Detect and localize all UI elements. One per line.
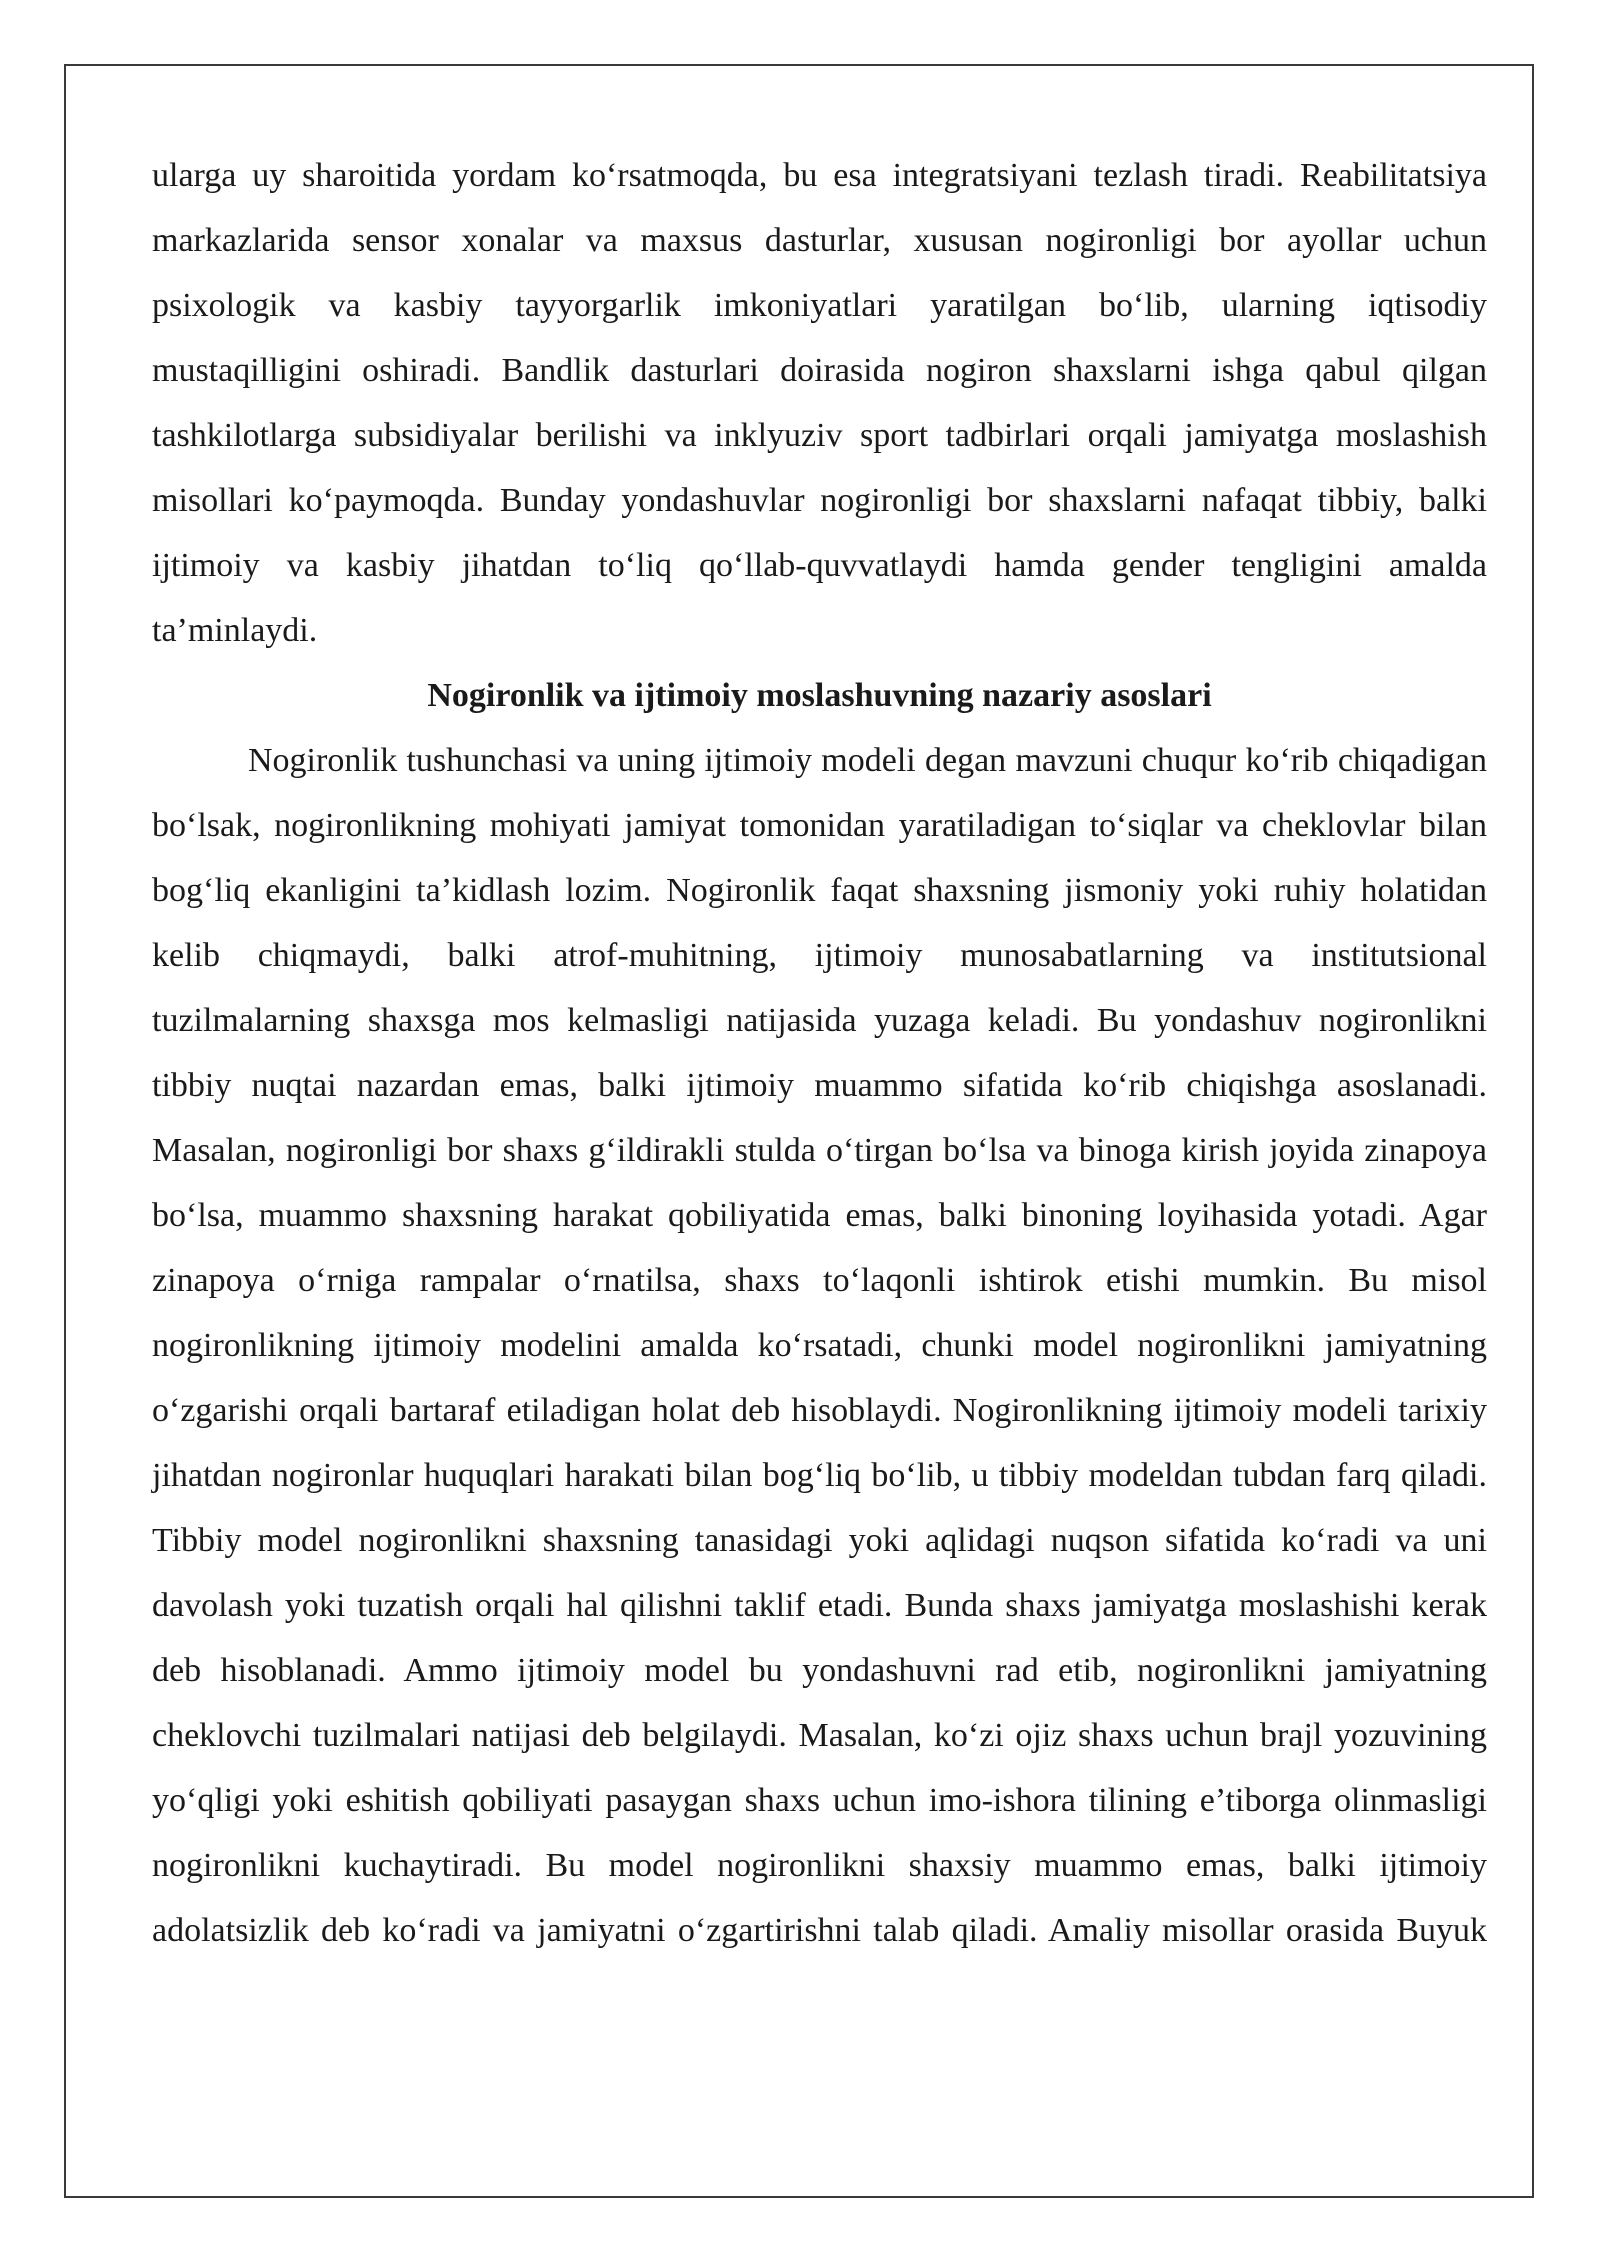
- paragraph-body: Nogironlik tushunchasi va uning ijtimoiy modeli degan mavzuni chuqur ko‘rib chiqadigan bo‘lsak, nogironlikning mohiyati jamiyat tomonidan yaratiladigan to‘siqlar va cheklovlar bilan bog‘liq ekanligini ta’kidlash lozim. Nogironlik faqat shaxsning jismoniy yoki ruhiy holatidan kelib chiqmaydi, balki atrof-muhitning, ijtimoiy munosabatlarning va institutsional tuzilmalarning shaxsga mos kelmasligi natijasida yuzaga keladi. Bu yondashuv nogironlikni tibbiy nuqtai nazardan emas, balki ijtimoiy muammo sifatida ko‘rib chiqishga asoslanadi. Masalan, nogironligi bor shaxs g‘ildirakli stulda o‘tirgan bo‘lsa va binoga kirish joyida zinapoya bo‘lsa, muammo shaxsning harakat qobiliyatida emas, balki binoning loyihasida yotadi. Agar zinapoya o‘rniga rampalar o‘rnatilsa, shaxs to‘laqonli ishtirok etishi mumkin. Bu misol nogironlikning ijtimoiy modelini amalda ko‘rsatadi, chunki model nogironlikni jamiyatning o‘zgarishi orqali bartaraf etiladigan holat deb hisoblaydi. Nogironlikning ijtimoiy modeli tarixiy jihatdan nogironlar huquqlari harakati bilan bog‘liq bo‘lib, u tibbiy modeldan tubdan farq qiladi. Tibbiy model nogironlikni shaxsning tanasidagi yoki aqlidagi nuqson sifatida ko‘radi va uni davolash yoki tuzatish orqali hal qilishni taklif etadi. Bunda shaxs jamiyatga moslashishi kerak deb hisoblanadi. Ammo ijtimoiy model bu yondashuvni rad etib, nogironlikni jamiyatning cheklovchi tuzilmalari natijasi deb belgilaydi. Masalan, ko‘zi ojiz shaxs uchun brajl yozuvining yo‘qligi yoki eshitish qobiliyati pasaygan shaxs uchun imo-ishora tilining e’tiborga olinmasligi nogironlikni kuchaytiradi. Bu model nogironlikni shaxsiy muammo emas, balki ijtimoiy adolatsizlik deb ko‘radi va jamiyatni o‘zgartirishni talab qiladi. Amaliy misollar orasida Buyuk: [152, 742, 1487, 1949]
- paragraph-continued: ularga uy sharoitida yordam ko‘rsatmoqda, bu esa integratsiyani tezlash tiradi. Reabilitatsiya markazlarida sensor xonalar va maxsus dasturlar, xususan nogironligi bor ayollar uchun psixologik va kasbiy tayyorgarlik imkoniyatlari yaratilgan bo‘lib, ularning iqtisodiy mustaqilligini oshiradi. Bandlik dasturlari doirasida nogiron shaxslarni ishga qabul qilgan tashkilotlarga subsidiyalar berilishi va inklyuziv sport tadbirlari orqali jamiyatga moslashish misollari ko‘paymoqda. Bunday yondashuvlar nogironligi bor shaxslarni nafaqat tibbiy, balki ijtimoiy va kasbiy jihatdan to‘liq qo‘llab-quvvatlaydi hamda gender tengligini amalda ta’minlaydi.: [152, 157, 1487, 649]
- document-body: [152, 143, 1487, 1963]
- section-heading: Nogironlik va ijtimoiy moslashuvning nazariy asoslari: [427, 677, 1212, 714]
